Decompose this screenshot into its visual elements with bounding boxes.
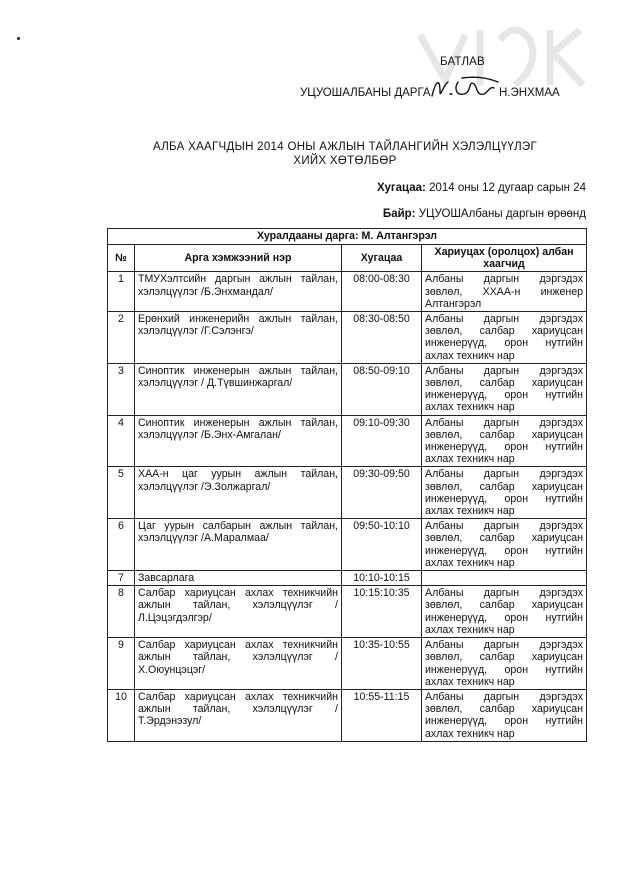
row-responsible: Албаны даргын дэргэдэх зөвлөл, салбар хариуцсан инженерүүд, орон нутгийн ахлах техникч нар [422,689,587,741]
row-event: Салбар хариуцсан ахлах техникчийн ажлын тайлан, хэлэлцүүлэг /Т.Эрдэнэзул/ [135,689,342,741]
row-event: Салбар хариуцсан ахлах техникчийн ажлын тайлан, хэлэлцүүлэг /Л.Цэцэгдэлгэр/ [135,586,342,638]
row-number: 10 [108,689,135,741]
table-row [108,571,587,586]
row-time: 09:30-09:50 [342,467,422,519]
row-time: 08:00-08:30 [342,272,422,312]
row-event: ХАА-н цаг уурын ажлын тайлан, хэлэлцүүлэг /Э.Золжаргал/ [135,467,342,519]
schedule-table [107,228,587,742]
row-time: 10:55-11:15 [342,689,422,741]
table-row [108,312,587,364]
row-number: 2 [108,312,135,364]
row-responsible: Албаны даргын дэргэдэх зөвлөл, ХХАА-н инженер Алтангэрэл [422,272,587,312]
row-event: Завсарлага [135,571,342,586]
row-responsible: Албаны даргын дэргэдэх зөвлөл, салбар хариуцсан инженерүүд, орон нутгийн ахлах техникч нар [422,312,587,364]
place-line [383,208,586,220]
row-event: Цаг уурын салбарын ажлын тайлан, хэлэлцүүлэг /А.Маралмаа/ [135,519,342,571]
approve-label: БАТЛАВ [440,56,485,68]
row-number: 4 [108,415,135,467]
place-value: УЦУОШАлбаны даргын өрөөнд [415,208,586,220]
col-time-header: Хугацаа [342,245,422,272]
row-responsible: Албаны даргын дэргэдэх зөвлөл, салбар хариуцсан инженерүүд, орон нутгийн ахлах техникч нар [422,467,587,519]
row-number: 7 [108,571,135,586]
director-line [300,84,560,102]
table-row [108,638,587,690]
chair-cell: Хуралдааны дарга: М. Алтангэрэл [108,229,587,245]
row-time: 08:50-09:10 [342,363,422,415]
director-name: Н.ЭНХМАА [499,87,560,100]
row-number: 1 [108,272,135,312]
row-number: 6 [108,519,135,571]
table-row [108,586,587,638]
row-event: Салбар хариуцсан ахлах техникчийн ажлын тайлан, хэлэлцүүлэг /Х.Оюунцэцэг/ [135,638,342,690]
table-row [108,272,587,312]
table-row [108,415,587,467]
signature [434,84,496,102]
date-value: 2014 оны 12 дугаар сарын 24 [425,182,586,194]
place-label: Байр: [382,208,416,220]
row-time: 10:15:10:35 [342,586,422,638]
row-responsible: Албаны даргын дэргэдэх зөвлөл, салбар хариуцсан инженерүүд, орон нутгийн ахлах техникч нар [422,519,587,571]
row-event: Ерөнхий инженерийн ажлын тайлан, хэлэлцүүлэг /Г.Сэлэнгэ/ [135,312,342,364]
date-line [377,182,586,194]
col-event-header: Арга хэмжээний нэр [135,245,342,272]
row-time: 10:10-10:15 [342,571,422,586]
row-event: Синоптик инженерын ажлын тайлан, хэлэлцүүлэг / Д.Түвшинжаргал/ [135,363,342,415]
table-row [108,689,587,741]
col-no-header: № [108,245,135,272]
document-title: АЛБА ХААГЧДЫН 2014 ОНЫ АЖЛЫН ТАЙЛАНГИЙН ХЭЛЭЛЦҮҮЛЭГ ХИЙХ ХӨТӨЛБӨР [152,141,538,167]
scan-speck [17,37,20,40]
table-row [108,363,587,415]
row-time: 09:10-09:30 [342,415,422,467]
table-row [108,519,587,571]
row-number: 9 [108,638,135,690]
row-number: 5 [108,467,135,519]
director-title: УЦУОШАЛБАНЫ ДАРГА [300,87,431,100]
row-responsible: Албаны даргын дэргэдэх зөвлөл, салбар хариуцсан инженерүүд, орон нутгийн ахлах техникч нар [422,415,587,467]
row-time: 10:35-10:55 [342,638,422,690]
row-event: Синоптик инженерын ажлын тайлан, хэлэлцүүлэг /Б.Энх-Амгалан/ [135,415,342,467]
row-time: 08:30-08:50 [342,312,422,364]
row-event: ТМУХэлтсийн даргын ажлын тайлан, хэлэлцүүлэг /Б.Энхмандал/ [135,272,342,312]
row-responsible: Албаны даргын дэргэдэх зөвлөл, салбар хариуцсан инженерүүд, орон нутгийн ахлах техникч нар [422,638,587,690]
date-label: Хугацаа: [376,182,426,194]
col-responsible-header: Хариуцах (оролцох) албан хаагчид [422,245,587,272]
table-row [108,467,587,519]
row-number: 3 [108,363,135,415]
row-time: 09:50-10:10 [342,519,422,571]
row-number: 8 [108,586,135,638]
row-responsible: Албаны даргын дэргэдэх зөвлөл, салбар хариуцсан инженерүүд, орон нутгийн ахлах техникч нар [422,586,587,638]
row-responsible [422,571,587,586]
row-responsible: Албаны даргын дэргэдэх зөвлөл, салбар хариуцсан инженерүүд, орон нутгийн ахлах техникч нар [422,363,587,415]
